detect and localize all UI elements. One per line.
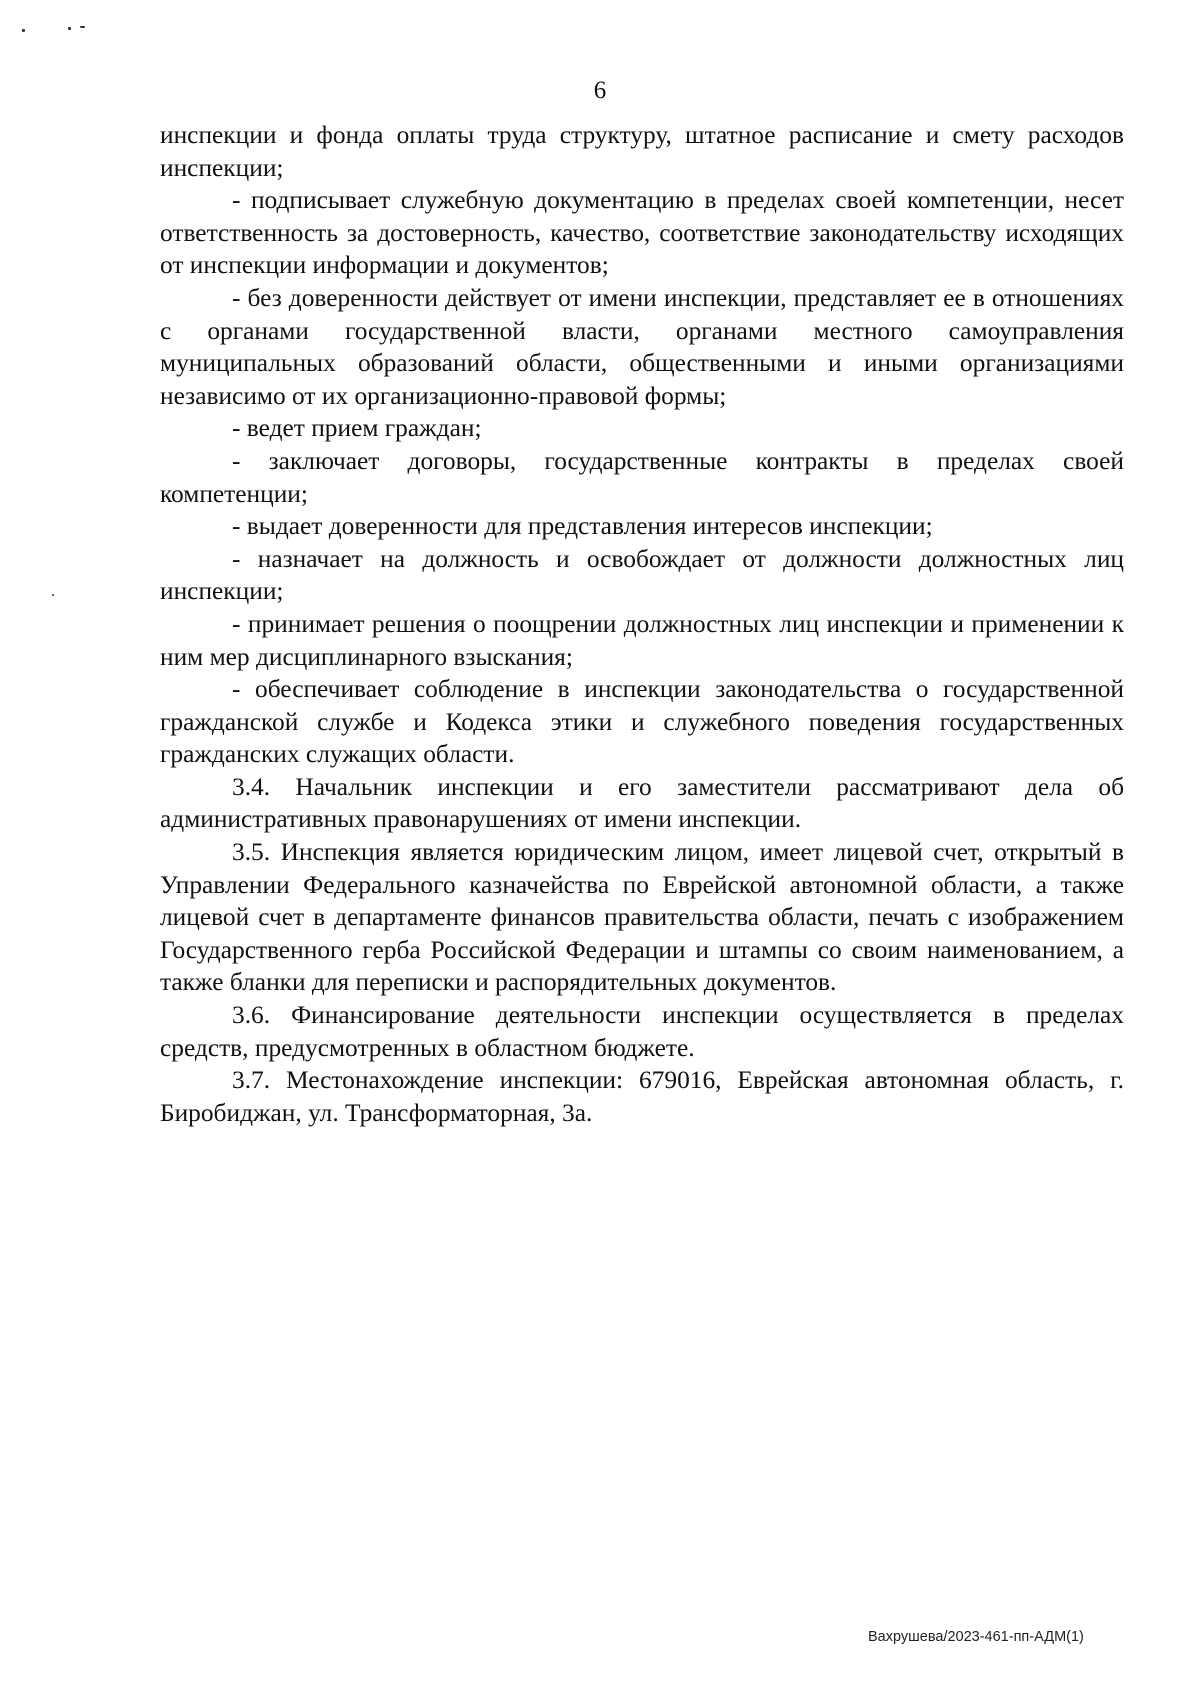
list-item-signs-documentation: - подписывает служебную документацию в пределах своей компетенции, несет ответственность за достоверность, качество, соответствие законодательству исходящих от инспекции информации и документов; bbox=[160, 186, 1124, 280]
list-item-citizen-reception: - ведет прием граждан; bbox=[232, 414, 482, 443]
page-number: 6 bbox=[593, 77, 607, 104]
section-3-4: 3.4. Начальник инспекции и его заместители рассматривают дела об административных правонарушениях от имени инспекции. bbox=[160, 772, 1124, 834]
section-3-6: 3.6. Финансирование деятельности инспекции осуществляется в пределах средств, предусмотренных в областном бюджете. bbox=[160, 1001, 1124, 1062]
document-reference-number: Вахрушева/2023-461-пп-АДМ(1) bbox=[868, 1629, 1084, 1645]
list-item-contracts: - заключает договоры, государственные контракты в пределах своей компетенции; bbox=[160, 446, 1124, 508]
scan-artifact-dot bbox=[80, 26, 85, 28]
list-item-incentives-discipline: - принимает решения о поощрении должностных лиц инспекции и применении к ним мер дисциплинарного взыскания; bbox=[160, 609, 1124, 671]
section-3-7: 3.7. Местонахождение инспекции: 679016, Еврейская автономная область, г. Биробиджан, ул. Трансформаторная, 3а. bbox=[160, 1066, 1124, 1127]
scan-artifact-dot bbox=[52, 594, 54, 596]
document-body bbox=[160, 119, 1124, 1129]
scan-artifact-dot bbox=[68, 27, 71, 30]
scan-artifact-dot bbox=[22, 29, 25, 32]
list-item-represents-inspection: - без доверенности действует от имени инспекции, представляет ее в отношениях с органами государственной власти, органами местного самоуправления муниципальных образований области, общественными и иными организациями независимо от их организационно-правовой формы; bbox=[160, 283, 1124, 410]
section-3-5: 3.5. Инспекция является юридическим лицом, имеет лицевой счет, открытый в Управлении Федерального казначейства по Еврейской автономной области, а также лицевой счет в департаменте финансов правительства области, печать с изображением Государственного герба Российской Федерации и штампы со своим наименованием, а также бланки для переписки и распорядительных документов. bbox=[160, 838, 1124, 997]
list-item-power-of-attorney: - выдает доверенности для представления интересов инспекции; bbox=[232, 512, 933, 541]
paragraph-continuation: инспекции и фонда оплаты труда структуру, штатное расписание и смету расходов инспекции; bbox=[160, 121, 1124, 182]
list-item-appointment: - назначает на должность и освобождает от должности должностных лиц инспекции; bbox=[160, 544, 1124, 606]
list-item-compliance: - обеспечивает соблюдение в инспекции законодательства о государственной гражданской службе и Кодекса этики и служебного поведения государственных гражданских служащих области. bbox=[160, 675, 1124, 769]
